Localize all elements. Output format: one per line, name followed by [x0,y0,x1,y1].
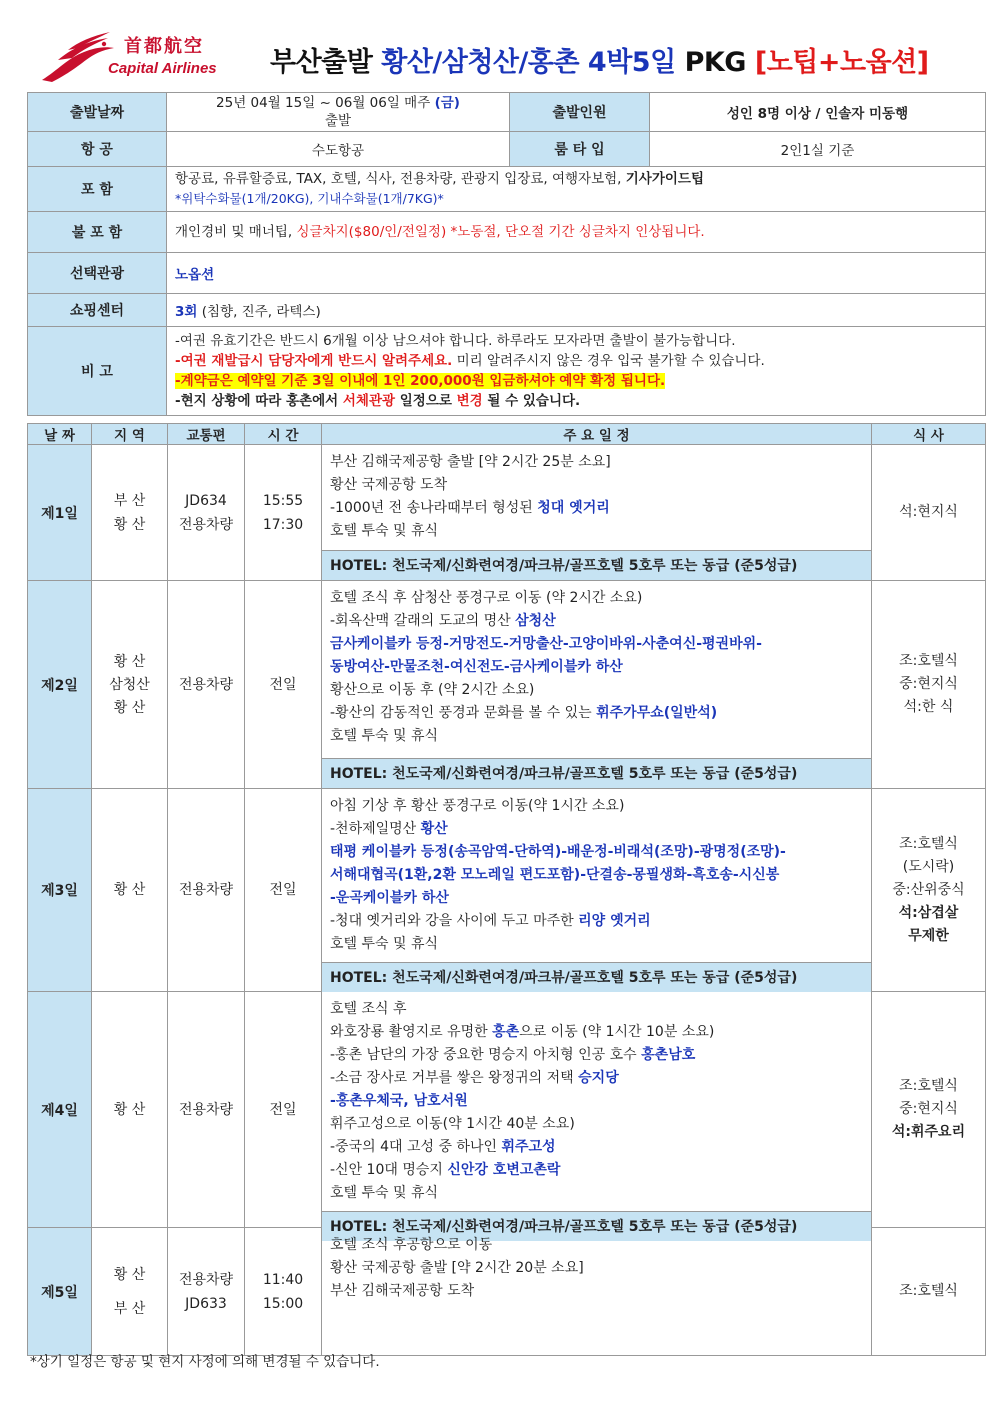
note-deposit: -계약금은 예약일 기준 3일 이내에 1인 200,000원 입금하셔야 예약 확정 됩니다. [175,373,666,389]
region-cell [92,581,168,789]
region: 황 산 [113,653,146,670]
transport-cell [168,581,245,789]
time-cell [245,789,322,992]
plan-text: -천하제일명산 [330,821,421,837]
hotel-line: HOTEL: 천도국제/신화련여경/파크뷰/골프호텔 5호루 또는 동급 (준5성급) [322,550,871,580]
schedule-row [28,445,986,581]
plan-line [330,933,863,956]
day-label: 제4일 [28,992,92,1228]
meal-cell [872,789,986,992]
plan-line [330,633,863,656]
region: 부 산 [113,1300,146,1317]
plan-highlight: 태평 케이블카 등정(송곡암역-단하역)-배운정-비래석(조망)-광명정(조망)- [330,844,786,860]
plan-line [330,887,863,910]
plan-text: 황산 국제공항 도착 [330,477,448,493]
plan-highlight: 서해대협곡(1환,2환 모노레일 편도포함)-단결송-몽필생화-흑호송-시신봉 [330,867,780,883]
option-label: 선택관광 [28,253,167,294]
meal-item-bold: 석:삼겹살 [898,904,959,921]
date-value [167,93,510,132]
transport-cell [168,992,245,1228]
hotel-line: HOTEL: 천도국제/신화련여경/파크뷰/골프호텔 5호루 또는 동급 (준5성급) [322,1211,871,1241]
plan-text: -홍촌 남단의 가장 중요한 명승지 아치형 인공 호수 [330,1047,642,1063]
plan-line [330,998,863,1021]
exclude-label: 불 포 함 [28,212,167,253]
meal-cell [872,445,986,581]
plan-line [330,1113,863,1136]
time-cell [245,1228,322,1356]
plan-text: 호텔 조식 후 [330,1001,407,1017]
plan-line [330,497,863,520]
note-passport: -여권 유효기간은 반드시 6개월 이상 남으셔야 합니다. 하루라도 모자라면 출발이 불가능합니다. [175,333,736,349]
airline-value: 수도항공 [167,132,510,167]
col-meal: 식 사 [872,424,986,445]
plan-highlight: 리양 옛거리 [578,913,651,929]
plan-line [330,520,863,543]
plan-highlight: 청대 옛거리 [537,500,610,516]
hotel-line: HOTEL: 천도국제/신화련여경/파크뷰/골프호텔 5호루 또는 동급 (준5성급) [322,758,871,788]
plan-text: 호텔 조식 후공항으로 이동 [330,1237,493,1253]
page-title [270,40,929,79]
schedule-row [28,1228,986,1356]
time: 전일 [269,1101,297,1118]
include-label: 포 함 [28,167,167,212]
meal-item: (도시락) [902,858,955,875]
plan-highlight: 금사케이블카 등정-거망전도-거망출산-고양이바위-사춘여신-평권바위- [330,636,762,652]
plan-cell [322,581,872,789]
room-value: 2인1실 기준 [650,132,986,167]
region: 황 산 [113,1266,146,1283]
plan-line [330,610,863,633]
shopping-items: (침향, 진주, 라텍스) [197,304,321,320]
col-day: 날 짜 [28,424,92,445]
plan-line [330,679,863,702]
note-reissue-tail: 미리 알려주시지 않은 경우 입국 불가할 수 있습니다. [452,353,765,369]
include-value [167,167,986,212]
region: 부 산 [113,492,146,509]
plan-cell [322,789,872,992]
meal-cell [872,992,986,1228]
plan-text: 호텔 투숙 및 휴식 [330,1185,439,1201]
day-label: 제1일 [28,445,92,581]
time: 전일 [269,676,297,693]
plan-line [330,864,863,887]
info-row-exclude [28,212,986,253]
time: 17:30 [262,516,304,533]
transport-cell [168,1228,245,1356]
plan-line [330,474,863,497]
transport-cell [168,445,245,581]
plan-highlight: 휘주가무쇼(일반석) [596,705,718,721]
meal-item: 석:현지식 [899,504,958,520]
plan-line [330,1021,863,1044]
region: 황 산 [113,516,146,533]
plan-text: 으로 이동 (약 1시간 10분 소요) [519,1024,715,1040]
date-range: 25년 04월 15일 ~ 06월 06일 매주 [216,95,435,111]
time: 15:55 [262,492,304,509]
plan-line [330,587,863,610]
plan-line [330,1136,863,1159]
plan-highlight: 홍촌 [492,1024,520,1040]
meal-item: 중:현지식 [899,1101,958,1117]
region: 황 산 [113,882,146,898]
schedule-header-row [28,424,986,445]
exclude-value [167,212,986,253]
plan-text: 와호장룡 촬영지로 유명한 [330,1024,493,1040]
col-plan: 주 요 일 정 [322,424,872,445]
shopping-label: 쇼핑센터 [28,294,167,327]
region-cell [92,789,168,992]
footnote: *상기 일정은 항공 및 현지 사정에 의해 변경될 수 있습니다. [30,1354,380,1370]
plan-cell [322,992,872,1235]
phoenix-icon [38,30,118,86]
region: 황 산 [113,699,146,716]
page-header [0,0,1000,92]
plan-line [330,1257,863,1280]
time: 11:40 [262,1271,304,1288]
shopping-value [167,294,986,327]
plan-highlight: -홍촌우체국, 남호서원 [330,1093,468,1109]
plan-text: 황산으로 이동 후 (약 2시간 소요) [330,682,535,698]
day-label: 제2일 [28,581,92,789]
title-no-tip-no-option: [노팁+노옵션] [754,47,929,78]
transport-cell [168,789,245,992]
plan-text: 부산 김해국제공항 출발 [약 2시간 25분 소요] [330,454,611,470]
note-change-c: 일정으로 [395,393,457,409]
notes-value [167,327,986,416]
transport: 전용차량 [178,516,234,533]
region: 황 산 [113,1101,146,1118]
info-row-notes [28,327,986,416]
time-cell [245,992,322,1228]
option-value: 노옵션 [167,253,986,294]
info-row-include [28,167,986,212]
plan-highlight: 황산 [420,821,448,837]
plan-line [330,451,863,474]
transport: 전용차량 [178,1271,234,1288]
plan-line [330,841,863,864]
transport: JD633 [185,1295,227,1312]
plan-line [330,1182,863,1205]
plan-highlight: 승지당 [578,1070,619,1086]
date-label: 출발날짜 [28,93,167,132]
airline-en-name: Capital Airlines [108,60,217,77]
plan-highlight: 신안강 호변고촌락 [447,1162,561,1178]
plan-highlight: 홍촌남호 [641,1047,696,1063]
day-label: 제3일 [28,789,92,992]
plan-text: -황산의 감동적인 풍경과 문화를 볼 수 있는 [330,705,597,721]
meal-item: 조:호텔식 [899,653,958,669]
plan-line [330,1090,863,1113]
note-change-b: 서체관광 [342,393,396,409]
plan-highlight: 삼청산 [515,613,556,629]
hotel-line: HOTEL: 천도국제/신화련여경/파크뷰/골프호텔 5호루 또는 동급 (준5성급) [322,962,871,992]
title-departure: 부산출발 [270,47,382,78]
transport: 전용차량 [178,882,234,898]
exclude-single-charge: 싱글차지($80/인/전일정) [296,224,451,240]
col-transport: 교통편 [168,424,245,445]
plan-line [330,795,863,818]
meal-item: 중:현지식 [899,676,958,692]
info-table [27,92,986,416]
meal-item: 조:호텔식 [899,835,958,852]
info-row-airline [28,132,986,167]
exclude-holiday-note: *노동절, 단오절 기간 싱글차지 인상됩니다. [450,224,705,240]
plan-text: -소금 장사로 거부를 쌓은 왕정귀의 저택 [330,1070,579,1086]
meal-item-bold: 무제한 [908,927,949,944]
time: 전일 [269,882,297,898]
region-cell [92,445,168,581]
plan-text: 호텔 투숙 및 휴식 [330,523,439,539]
room-label: 룸 타 입 [510,132,650,167]
plan-highlight: 동방여산-만물조천-여신전도-금사케이블카 하산 [330,659,623,675]
day-label: 제5일 [28,1228,92,1356]
plan-text: 호텔 투숙 및 휴식 [330,936,439,952]
title-destinations: 황산/삼청산/홍촌 4박5일 [381,47,685,78]
airline-label: 항 공 [28,132,167,167]
meal-item: 조:호텔식 [899,1078,958,1094]
region-cell [92,1228,168,1356]
plan-line [330,1159,863,1182]
plan-line [330,1044,863,1067]
include-guide-tip: 기사가이드팁 [625,171,704,187]
title-pkg: PKG [684,47,755,78]
plan-text: -신안 10대 명승지 [330,1162,448,1178]
note-change-e: 될 수 있습니다. [482,393,581,409]
transport: 전용차량 [178,1101,234,1118]
note-reissue: -여권 재발급시 담당자에게 반드시 알려주세요. [175,353,453,369]
meal-cell [872,581,986,789]
plan-line [330,1280,863,1303]
plan-text: 휘주고성으로 이동(약 1시간 40분 소요) [330,1116,575,1132]
meal-cell [872,1228,986,1356]
plan-text: -청대 옛거리와 강을 사이에 두고 마주한 [330,913,579,929]
schedule-row [28,992,986,1228]
time-cell [245,581,322,789]
airline-cn-name: 首都航空 [124,36,204,57]
schedule-table [27,423,986,1356]
col-region: 지 역 [92,424,168,445]
plan-line [330,1067,863,1090]
plan-cell [322,445,872,581]
transport: JD634 [185,492,227,509]
shopping-count: 3회 [175,304,198,320]
plan-text: -중국의 4대 고성 중 하나인 [330,1139,502,1155]
meal-item-bold: 석:휘주요리 [891,1124,966,1140]
exclude-personal: 개인경비 및 매너팁, [175,224,297,240]
plan-line [330,1234,863,1257]
region: 삼청산 [109,676,150,693]
plan-text: 부산 김해국제공항 도착 [330,1283,475,1299]
info-row-date [28,93,986,132]
info-row-option [28,253,986,294]
plan-line [330,725,863,748]
plan-cell [322,1228,872,1356]
plan-text: -회옥산맥 갈래의 도교의 명산 [330,613,516,629]
plan-line [330,818,863,841]
plan-line [330,656,863,679]
meal-item: 중:산위중식 [892,881,965,898]
col-time: 시 간 [245,424,322,445]
note-change-d: 변경 [456,393,483,409]
transport: 전용차량 [178,676,234,693]
info-row-shopping [28,294,986,327]
notes-label: 비 고 [28,327,167,416]
plan-text: 황산 국제공항 출발 [약 2시간 20분 소요] [330,1260,584,1276]
plan-highlight: -운곡케이블카 하산 [330,890,449,906]
people-value: 성인 8명 이상 / 인솔자 미동행 [650,93,986,132]
date-weekday: (금) [434,95,460,111]
time-cell [245,445,322,581]
schedule-row [28,789,986,992]
plan-text: -1000년 전 송나라때부터 형성된 [330,500,538,516]
date-depart-word: 출발 [324,113,352,129]
plan-text: 호텔 조식 후 삼청산 풍경구로 이동 (약 2시간 소요) [330,590,643,606]
plan-text: 호텔 투숙 및 휴식 [330,728,439,744]
schedule-row [28,581,986,789]
meal-item: 석:한 식 [903,699,954,715]
plan-line [330,910,863,933]
plan-text: 아침 기상 후 황산 풍경구로 이동(약 1시간 소요) [330,798,625,814]
people-label: 출발인원 [510,93,650,132]
plan-line [330,702,863,725]
note-change-a: -현지 상황에 따라 홍촌에서 [175,393,343,409]
region-cell [92,992,168,1228]
include-baggage: *위탁수화물(1개/20KG), 기내수화물(1개/7KG)* [175,191,444,206]
include-items: 항공료, 유류할증료, TAX, 호텔, 식사, 전용차량, 관광지 입장료, 여행자보험, [175,171,626,187]
plan-highlight: 휘주고성 [501,1139,556,1155]
meal-item: 조:호텔식 [899,1283,958,1299]
capital-airlines-logo [38,30,238,86]
time: 15:00 [262,1295,304,1312]
